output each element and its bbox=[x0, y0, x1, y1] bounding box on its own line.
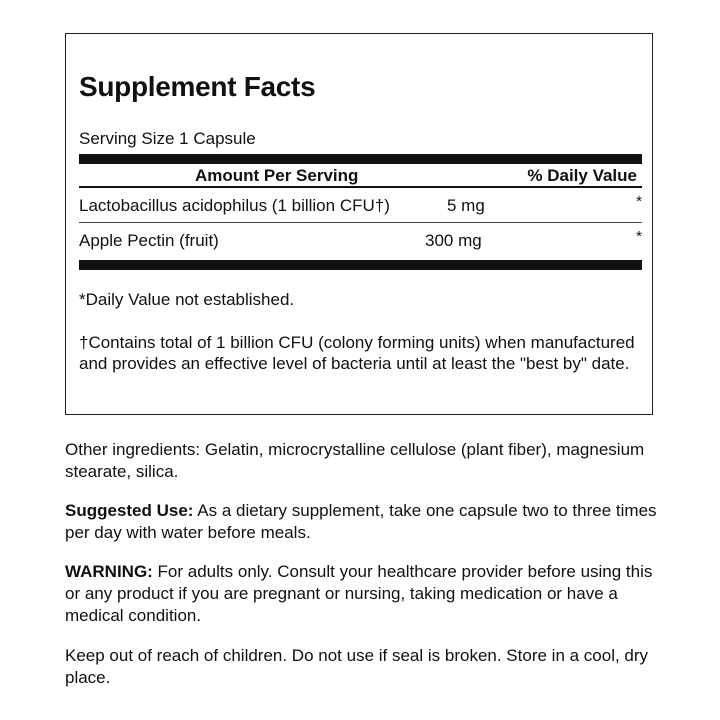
other-ingredients: Other ingredients: Gelatin, microcrystalline cellulose (plant fiber), magnesium stearate, silica. bbox=[65, 440, 645, 481]
serving-size: Serving Size 1 Capsule bbox=[79, 129, 256, 148]
storage-instructions: Keep out of reach of children. Do not use if seal is broken. Store in a cool, dry place. bbox=[65, 646, 649, 687]
ingredient-daily-value: * bbox=[636, 193, 642, 210]
ingredient-name: Apple Pectin (fruit) bbox=[79, 231, 219, 250]
thick-divider-top bbox=[79, 154, 642, 164]
table-row bbox=[79, 229, 642, 253]
thick-divider-bottom bbox=[79, 260, 642, 270]
ingredient-amount: 300 mg bbox=[425, 231, 482, 250]
ingredient-amount: 5 mg bbox=[447, 196, 485, 215]
suggested-use-label: Suggested Use: bbox=[65, 501, 194, 520]
warning bbox=[65, 561, 665, 627]
ingredient-daily-value: * bbox=[636, 228, 642, 245]
header-amount-per-serving: Amount Per Serving bbox=[195, 166, 359, 185]
supplement-facts-panel bbox=[65, 33, 653, 415]
header-divider bbox=[79, 186, 642, 188]
panel-title: Supplement Facts bbox=[79, 71, 316, 102]
warning-text: For adults only. Consult your healthcare provider before using this or any product if you are pregnant or nursing, taking medication or have a medical condition. bbox=[65, 562, 653, 625]
header-daily-value: % Daily Value bbox=[527, 166, 637, 185]
table-header bbox=[79, 164, 642, 186]
row-divider bbox=[79, 222, 642, 223]
warning-label: WARNING: bbox=[65, 562, 153, 581]
ingredient-name: Lactobacillus acidophilus (1 billion CFU†) bbox=[79, 196, 390, 215]
suggested-use bbox=[65, 500, 665, 544]
footnote-daily-value: *Daily Value not established. bbox=[79, 290, 295, 309]
suggested-use-text: As a dietary supplement, take one capsule two to three times per day with water before meals. bbox=[65, 501, 657, 542]
footnote-cfu: †Contains total of 1 billion CFU (colony forming units) when manufactured and provides an effective level of bacteria until at least the "best by" date. bbox=[79, 333, 635, 373]
table-row bbox=[79, 194, 642, 218]
